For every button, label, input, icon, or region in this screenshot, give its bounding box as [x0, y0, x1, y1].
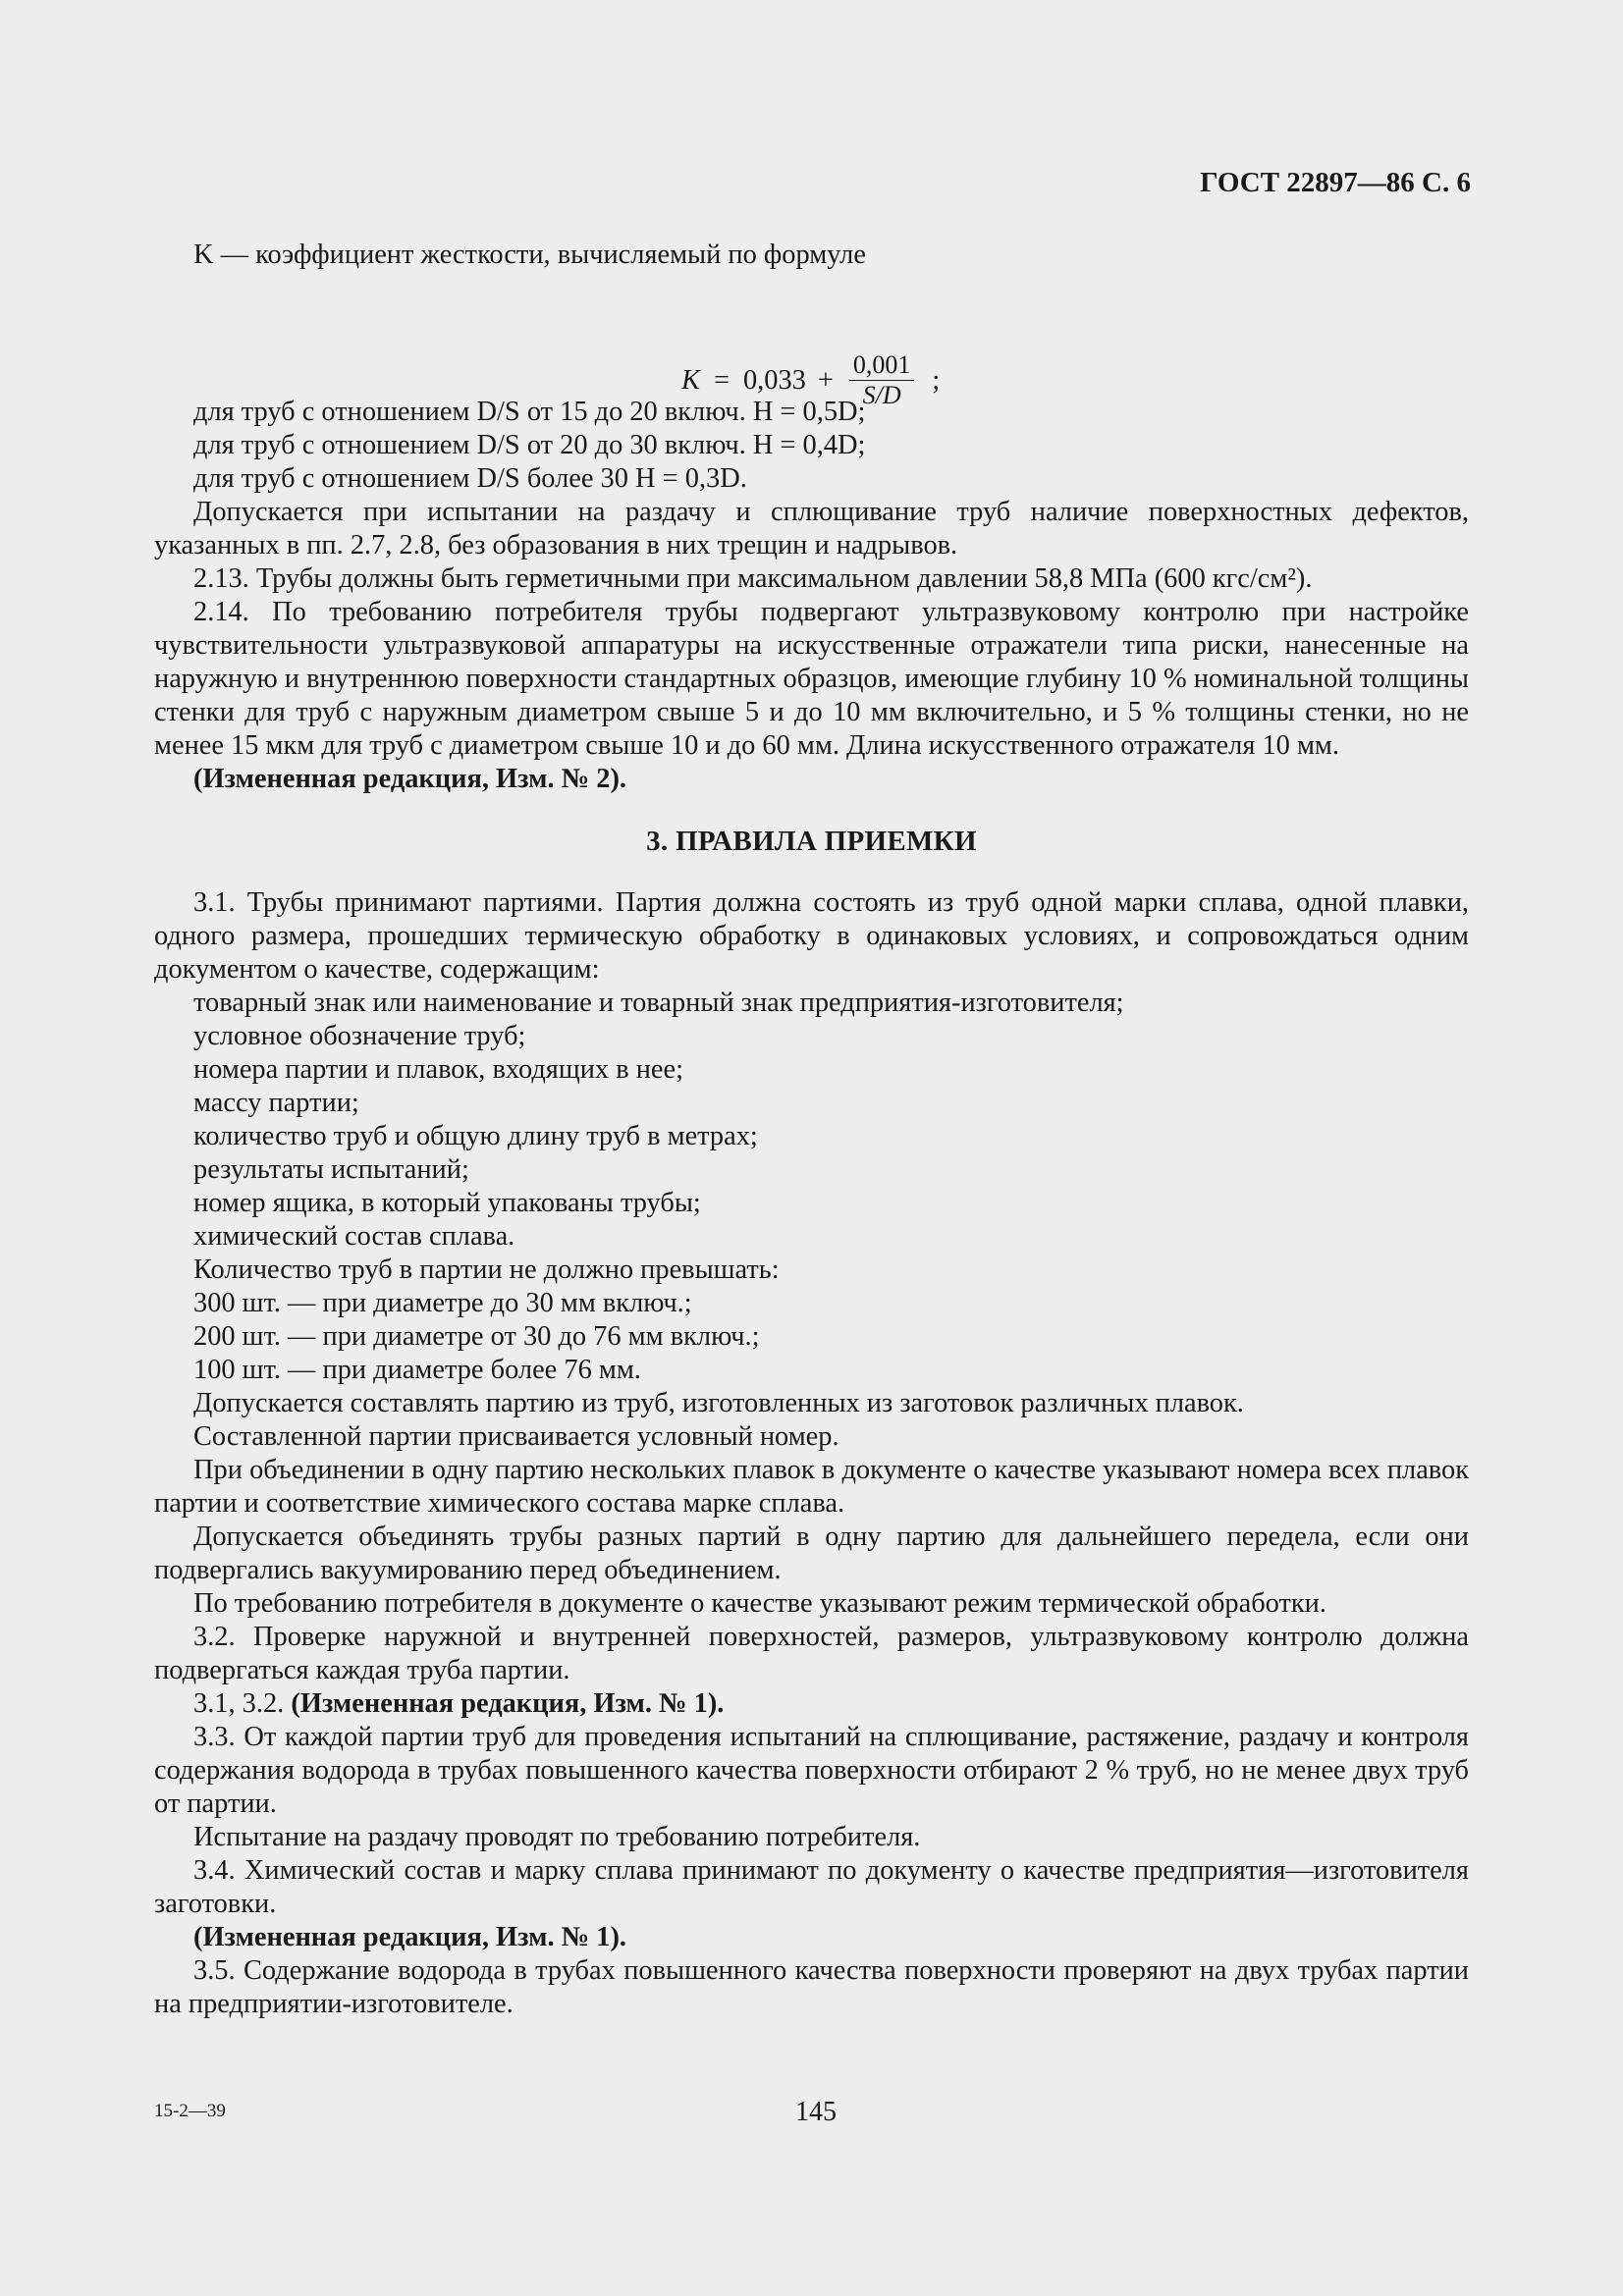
doc-item: номер ящика, в который упакованы трубы;	[193, 1188, 701, 1218]
para-defects: Допускается при испытании на раздачу и сплющивание труб наличие поверхностных дефектов, указанных в пп. 2.7, 2.8, без образования в них трещин и надрывов.	[154, 497, 1469, 561]
formula-lhs: K	[681, 364, 700, 396]
qty-item: 200 шт. — при диаметре от 30 до 76 мм включ.;	[193, 1321, 760, 1352]
formula-plus: +	[817, 364, 834, 396]
para-3-3: 3.3. От каждой партии труб для проведения испытаний на сплющивание, растяжение, раздачу и контроля содержания водорода в трубах повышенного качества поверхности отбирают 2 % труб, но не менее двух труб от партии.	[154, 1722, 1469, 1819]
doc-item: товарный знак или наименование и товарный знак предприятия-изготовителя;	[193, 988, 1124, 1018]
ratio-line: для труб с отношением D/S от 20 до 30 включ. H = 0,4D;	[193, 430, 866, 460]
section-title: 3. ПРАВИЛА ПРИЕМКИ	[646, 826, 977, 857]
stiffness-formula	[154, 272, 1469, 409]
qty-item: 100 шт. — при диаметре более 76 мм.	[193, 1355, 641, 1385]
formula-numerator: 0,001	[849, 350, 915, 381]
formula-constant: 0,033	[742, 364, 806, 396]
formula-end: ;	[932, 364, 941, 396]
ratio-line: для труб с отношением D/S от 15 до 20 включ. H = 0,5D;	[193, 397, 866, 427]
para-2-14: 2.14. По требованию потребителя трубы подвергают ультразвуковому контролю при настройке чувствительности ультразвуковой аппаратуры на искусственные отражатели типа риски, нанесенные на наружную и внутреннюю поверхности стандартных образцов, имеющие глубину 10 % номинальной толщины стенки для труб с наружным диаметром свыше 5 и до 10 мм включительно, и 5 % толщины стенки, но не менее 15 мкм для труб с диаметром свыше 10 и до 60 мм. Длина искусственного отражателя 10 мм.	[154, 597, 1469, 761]
amendment-bold: (Измененная редакция, Изм. № 1).	[291, 1688, 725, 1719]
amendment-note-31-32	[154, 1687, 1469, 1721]
amendment-prefix: 3.1, 3.2.	[193, 1688, 285, 1719]
para-expand: Испытание на раздачу проводят по требованию потребителя.	[193, 1822, 921, 1852]
amendment-note-1: (Измененная редакция, Изм. № 1).	[193, 1922, 627, 1952]
doc-item: количество труб и общую длину труб в метрах;	[193, 1121, 758, 1151]
page-content	[154, 239, 1469, 2021]
para-combine-1: Допускается составлять партию из труб, изготовленных из заготовок различных плавок.	[193, 1388, 1244, 1418]
doc-item: химический состав сплава.	[193, 1221, 515, 1252]
para-combine-2: Составленной партии присваивается условный номер.	[193, 1421, 839, 1452]
footer-code: 15-2—39	[154, 2101, 226, 2121]
para-3-5: 3.5. Содержание водорода в трубах повышенного качества поверхности проверяют на двух трубах партии на предприятии-изготовителе.	[154, 1955, 1469, 2019]
para-combine-4: Допускается объединять трубы разных партий в одну партию для дальнейшего передела, если они подвергались вакуумированию перед объединением.	[154, 1522, 1469, 1585]
para-3-1: 3.1. Трубы принимают партиями. Партия должна состоять из труб одной марки сплава, одной плавки, одного размера, прошедших термическую обработку в одинаковых условиях, и сопровождаться одним документом о качестве, содержащим:	[154, 887, 1469, 985]
doc-item: номера партии и плавок, входящих в нее;	[193, 1054, 683, 1085]
para-2-13: 2.13. Трубы должны быть герметичными при максимальном давлении 58,8 МПа (600 кгс/см²).	[193, 563, 1313, 594]
amendment-note-2: (Измененная редакция, Изм. № 2).	[193, 764, 627, 794]
formula-equals: =	[713, 364, 730, 396]
page-number: 145	[795, 2097, 837, 2127]
doc-item: массу партии;	[193, 1088, 359, 1118]
intro-line: K — коэффициент жесткости, вычисляемый по формуле	[193, 240, 866, 270]
page-header: ГОСТ 22897—86 С. 6	[1200, 167, 1471, 198]
qty-intro: Количество труб в партии не должно превышать:	[193, 1255, 780, 1285]
formula-fraction	[849, 350, 915, 410]
doc-item: условное обозначение труб;	[193, 1021, 526, 1051]
formula-denominator: S/D	[862, 381, 901, 409]
para-3-4: 3.4. Химический состав и марку сплава принимают по документу о качестве предприятия—изготовителя заготовки.	[154, 1855, 1469, 1919]
para-combine-5: По требованию потребителя в документе о качестве указывают режим термической обработки.	[193, 1588, 1326, 1619]
para-3-2: 3.2. Проверке наружной и внутренней поверхностей, размеров, ультразвуковому контролю должна подвергаться каждая труба партии.	[154, 1622, 1469, 1685]
doc-item: результаты испытаний;	[193, 1154, 469, 1185]
qty-item: 300 шт. — при диаметре до 30 мм включ.;	[193, 1288, 692, 1318]
para-combine-3: При объединении в одну партию нескольких плавок в документе о качестве указывают номера всех плавок партии и соответствие химического состава марке сплава.	[154, 1455, 1469, 1519]
ratio-line: для труб с отношением D/S более 30 H = 0,3D.	[193, 463, 747, 494]
